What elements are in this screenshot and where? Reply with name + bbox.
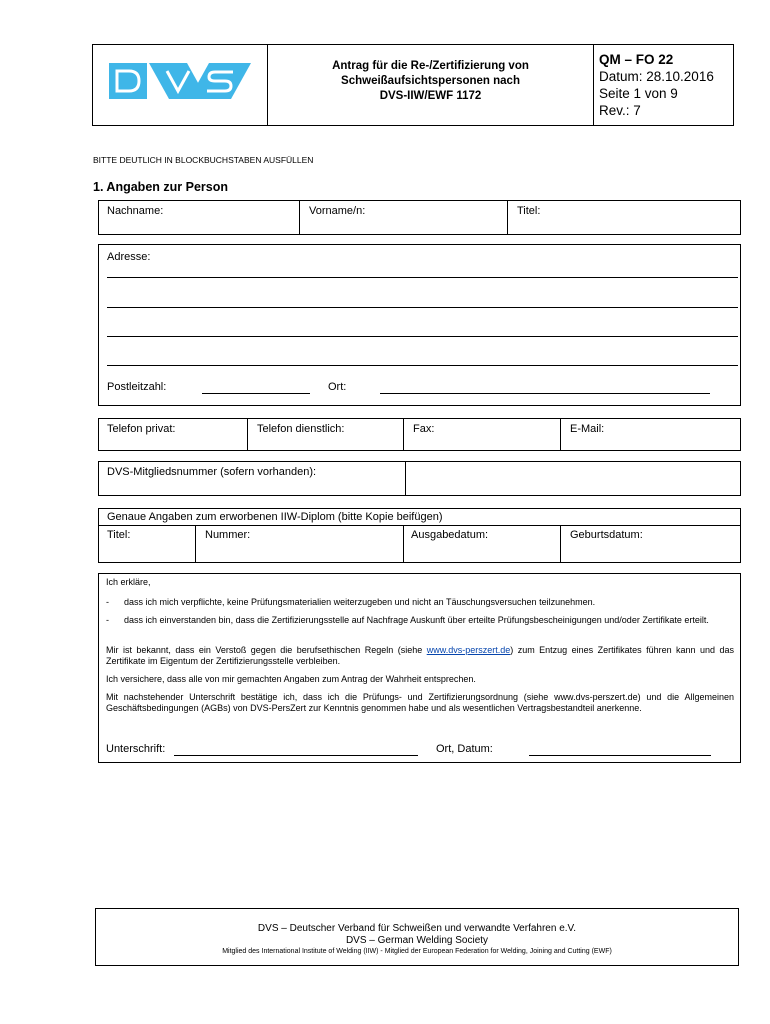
- fax-field[interactable]: Fax:: [413, 423, 435, 435]
- signature-label: Unterschrift:: [106, 743, 166, 755]
- telefon-dienstlich-field[interactable]: Telefon dienstlich:: [257, 423, 345, 435]
- vorname-field[interactable]: Vorname/n:: [309, 205, 366, 217]
- declaration-paragraph-1: [106, 645, 734, 667]
- diploma-nummer-field[interactable]: Nummer:: [205, 529, 251, 541]
- paragraph-1-before: Mir ist bekannt, dass ein Verstoß gegen die berufsethischen Regeln (siehe: [106, 645, 427, 655]
- address-label: Adresse:: [107, 251, 151, 263]
- address-block: [98, 244, 741, 406]
- footer-line-3: Mitglied des International Institute of Welding (IIW) - Mitglied der European Federation for Welding, Joining and Cutting (EWF): [222, 948, 612, 955]
- ort-input[interactable]: [380, 393, 710, 394]
- diploma-block: [98, 508, 741, 563]
- ort-label: Ort:: [328, 381, 347, 393]
- address-line-4[interactable]: [107, 365, 738, 366]
- email-field[interactable]: E-Mail:: [570, 423, 605, 435]
- diploma-titel-field[interactable]: Titel:: [107, 529, 131, 541]
- form-title-line-1: Antrag für die Re-/Zertifizierung von: [332, 60, 529, 72]
- titel-field[interactable]: Titel:: [517, 205, 541, 217]
- signature-input[interactable]: [174, 755, 418, 756]
- bullet-dash-1: -: [106, 597, 109, 607]
- diploma-ausgabedatum-field[interactable]: Ausgabedatum:: [411, 529, 489, 541]
- header-table: [92, 44, 734, 126]
- paragraph-1-after: ) zum Entzug eines Zertifikates führen kann und das Zertifikate im Eigentum der Zertifizierungsstelle verbleiben.: [106, 645, 734, 666]
- footer-box: [95, 908, 739, 966]
- place-date-input[interactable]: [529, 755, 711, 756]
- fill-instruction: BITTE DEUTLICH IN BLOCKBUCHSTABEN AUSFÜLLEN: [93, 155, 314, 165]
- doc-date: Datum: 28.10.2016: [599, 69, 714, 84]
- diploma-heading: Genaue Angaben zum erworbenen IIW-Diplom (bitte Kopie beifügen): [107, 511, 443, 523]
- diploma-geburtsdatum-field[interactable]: Geburtsdatum:: [570, 529, 643, 541]
- document-meta: [599, 51, 714, 119]
- membership-label: DVS-Mitgliedsnummer (sofern vorhanden):: [107, 466, 317, 478]
- dvs-logo-graphic: [109, 61, 251, 101]
- membership-row: [98, 461, 741, 496]
- place-date-label: Ort, Datum:: [436, 743, 493, 755]
- footer-line-2: DVS – German Welding Society: [345, 935, 489, 946]
- declaration-intro: Ich erkläre,: [106, 577, 151, 587]
- form-title-line-3: DVS-IIW/EWF 1172: [379, 90, 482, 102]
- form-title-line-2: Schweißaufsichtspersonen nach: [341, 75, 520, 87]
- address-line-2[interactable]: [107, 307, 738, 308]
- declaration-paragraph-2: Ich versichere, dass alle von mir gemachten Angaben zum Antrag der Wahrheit entsprechen.: [106, 674, 476, 684]
- declaration-bullet-2-text: dass ich einverstanden bin, dass die Zertifizierungsstelle auf Nachfrage Auskunft über erteilte Prüfungsbescheinigungen und/oder Zertifikate erteilt.: [124, 615, 709, 625]
- declaration-bullet-1: dass ich mich verpflichte, keine Prüfungsmaterialien weiterzugeben und nicht an Täuschungsversuchen teilzunehmen.: [124, 597, 596, 607]
- postleitzahl-label: Postleitzahl:: [107, 381, 167, 393]
- form-title: [268, 59, 593, 104]
- membership-input[interactable]: [406, 462, 740, 495]
- telefon-privat-field[interactable]: Telefon privat:: [107, 423, 176, 435]
- section-heading: 1. Angaben zur Person: [93, 180, 228, 194]
- dvs-perszert-link[interactable]: www.dvs-perszert.de: [426, 645, 511, 655]
- dvs-logo: [109, 61, 251, 101]
- doc-code: QM – FO 22: [599, 52, 674, 67]
- name-row: [98, 200, 741, 235]
- address-line-1[interactable]: [107, 277, 738, 278]
- nachname-field[interactable]: Nachname:: [107, 205, 164, 217]
- footer-line-1: DVS – Deutscher Verband für Schweißen und verwandte Verfahren e.V.: [257, 923, 577, 934]
- doc-revision: Rev.: 7: [599, 103, 641, 118]
- bullet-dash-2: -: [106, 615, 109, 625]
- declaration-block: [98, 573, 741, 763]
- declaration-paragraph-3: Mit nachstehender Unterschrift bestätige ich, dass ich die Prüfungs- und Zertifizierungsordnung (siehe www.dvs-perszert.de) und die Allgemeinen Geschäftsbedingungen (AGBs) von DVS-PersZert zur Kenntnis genommen habe und als wesentlichen Vertragsbestandteil anerkenne.: [106, 692, 734, 713]
- address-line-3[interactable]: [107, 336, 738, 337]
- declaration-bullet-2: [106, 615, 734, 626]
- postleitzahl-input[interactable]: [202, 393, 310, 394]
- doc-page: Seite 1 von 9: [599, 86, 678, 101]
- contact-row: [98, 418, 741, 451]
